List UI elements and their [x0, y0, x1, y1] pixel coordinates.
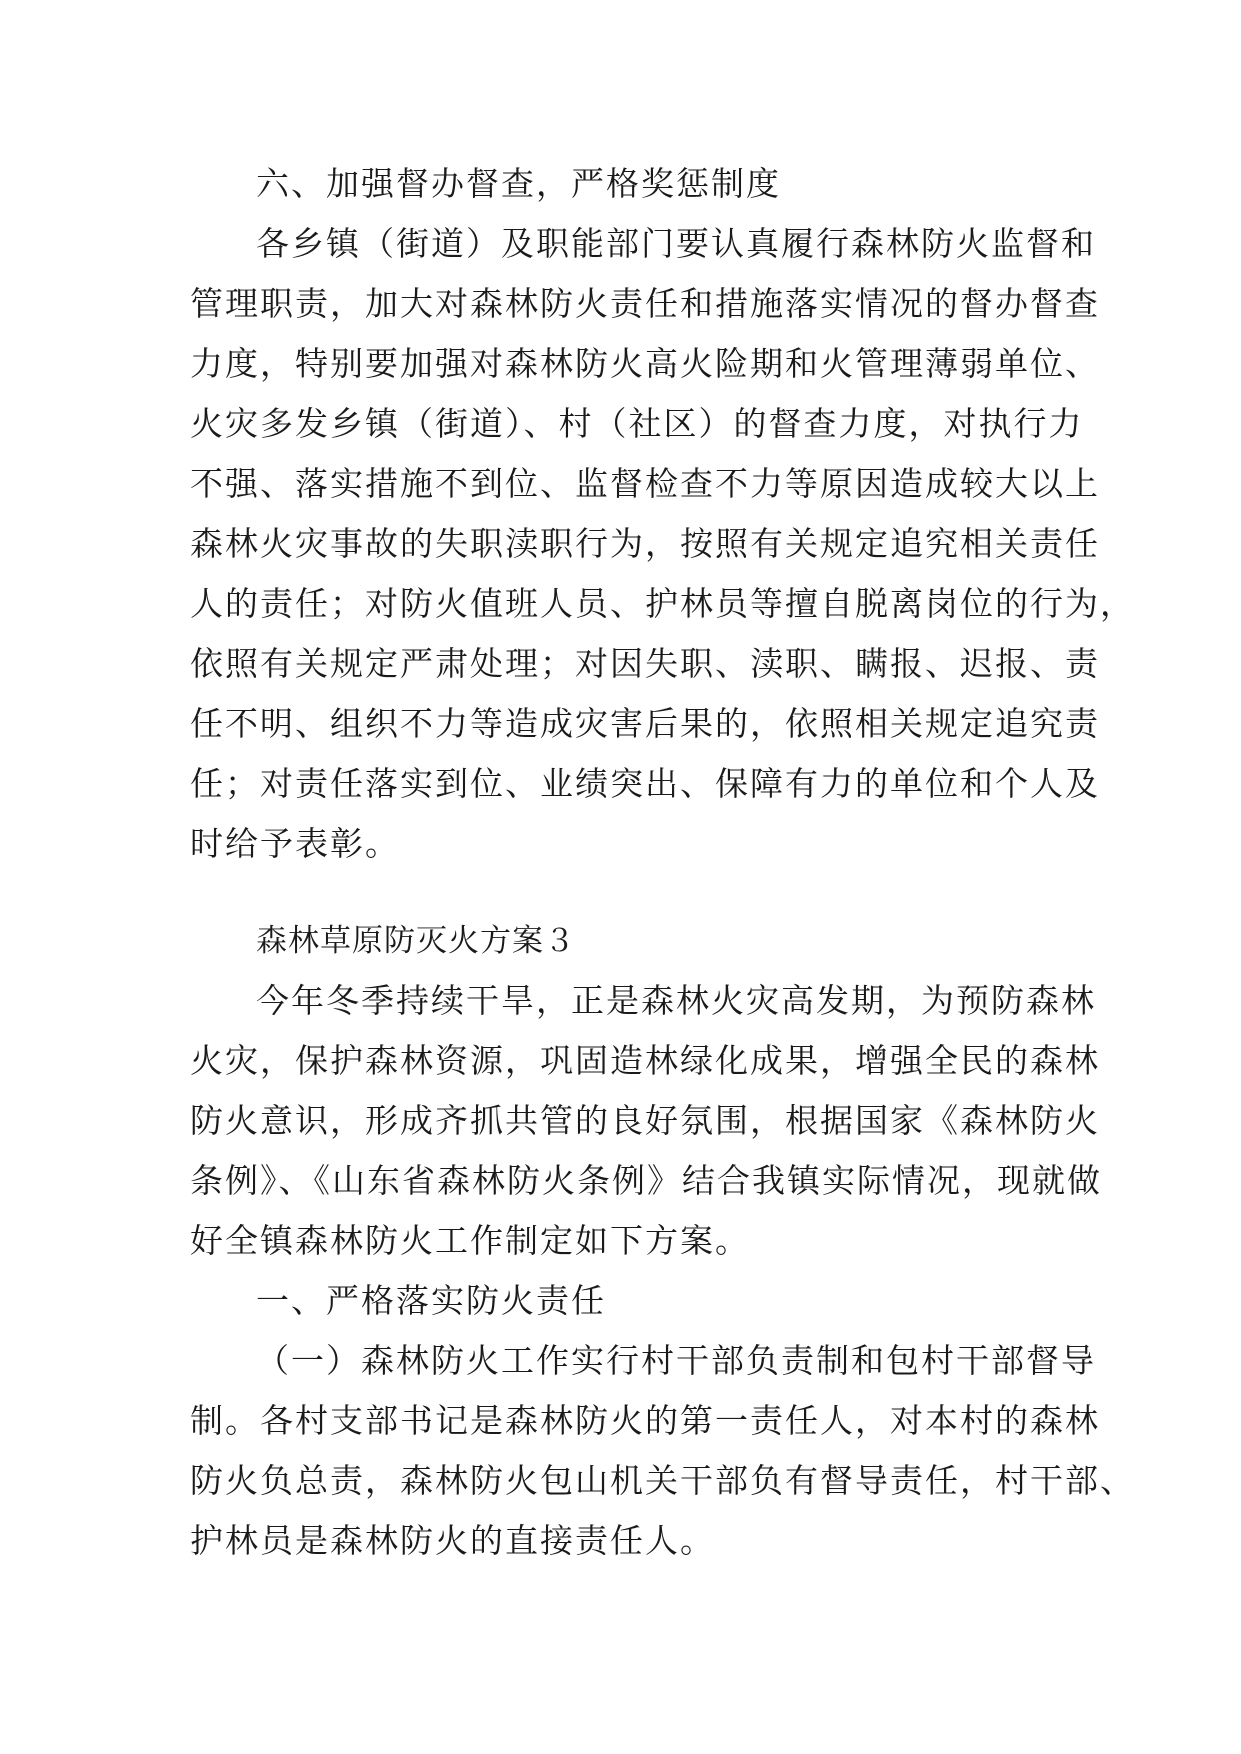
intro-line: 今年冬季持续干旱，正是森林火灾高发期，为预防森林 [256, 981, 1096, 1020]
section-six-heading: 六、加强督办督查，严格奖惩制度 [256, 164, 781, 203]
paragraph-line: 任；对责任落实到位、业绩突出、保障有力的单位和个人及 [190, 764, 1100, 803]
paragraph-line: 人的责任；对防火值班人员、护林员等擅自脱离岗位的行为， [190, 584, 1135, 623]
intro-line: 火灾，保护森林资源，巩固造林绿化成果，增强全民的森林 [190, 1041, 1100, 1080]
sub-one-line: 防火负总责，森林防火包山机关干部负有督导责任，村干部、 [190, 1461, 1135, 1500]
paragraph-line: 管理职责，加大对森林防火责任和措施落实情况的督办督查 [190, 284, 1100, 323]
paragraph-line: 力度，特别要加强对森林防火高火险期和火管理薄弱单位、 [190, 344, 1100, 383]
plan-three-title: 森林草原防灭火方案３ [256, 923, 576, 959]
sub-one-line: 制。各村支部书记是森林防火的第一责任人，对本村的森林 [190, 1401, 1100, 1440]
paragraph-line: 时给予表彰。 [190, 824, 400, 863]
section-six [190, 154, 1135, 874]
paragraph-line: 依照有关规定严肃处理；对因失职、渎职、瞒报、迟报、责 [190, 644, 1100, 683]
intro-line: 好全镇森林防火工作制定如下方案。 [190, 1221, 750, 1260]
intro-line: 防火意识，形成齐抓共管的良好氛围，根据国家《森林防火 [190, 1101, 1100, 1140]
paragraph-line: 各乡镇（街道）及职能部门要认真履行森林防火监督和 [256, 224, 1096, 263]
plan-three [190, 911, 1135, 1571]
sub-one-line: （一）森林防火工作实行村干部负责制和包村干部督导 [256, 1341, 1096, 1380]
sub-one-line: 护林员是森林防火的直接责任人。 [190, 1521, 715, 1560]
paragraph-line: 任不明、组织不力等造成灾害后果的，依照相关规定追究责 [190, 704, 1100, 743]
paragraph-line: 火灾多发乡镇（街道）、村（社区）的督查力度，对执行力 [190, 404, 1084, 443]
section-one-heading: 一、严格落实防火责任 [256, 1281, 606, 1320]
paragraph-line: 不强、落实措施不到位、监督检查不力等原因造成较大以上 [190, 464, 1100, 503]
paragraph-line: 森林火灾事故的失职渎职行为，按照有关规定追究相关责任 [190, 524, 1100, 563]
intro-line: 条例》、《山东省森林防火条例》结合我镇实际情况，现就做 [190, 1161, 1102, 1200]
